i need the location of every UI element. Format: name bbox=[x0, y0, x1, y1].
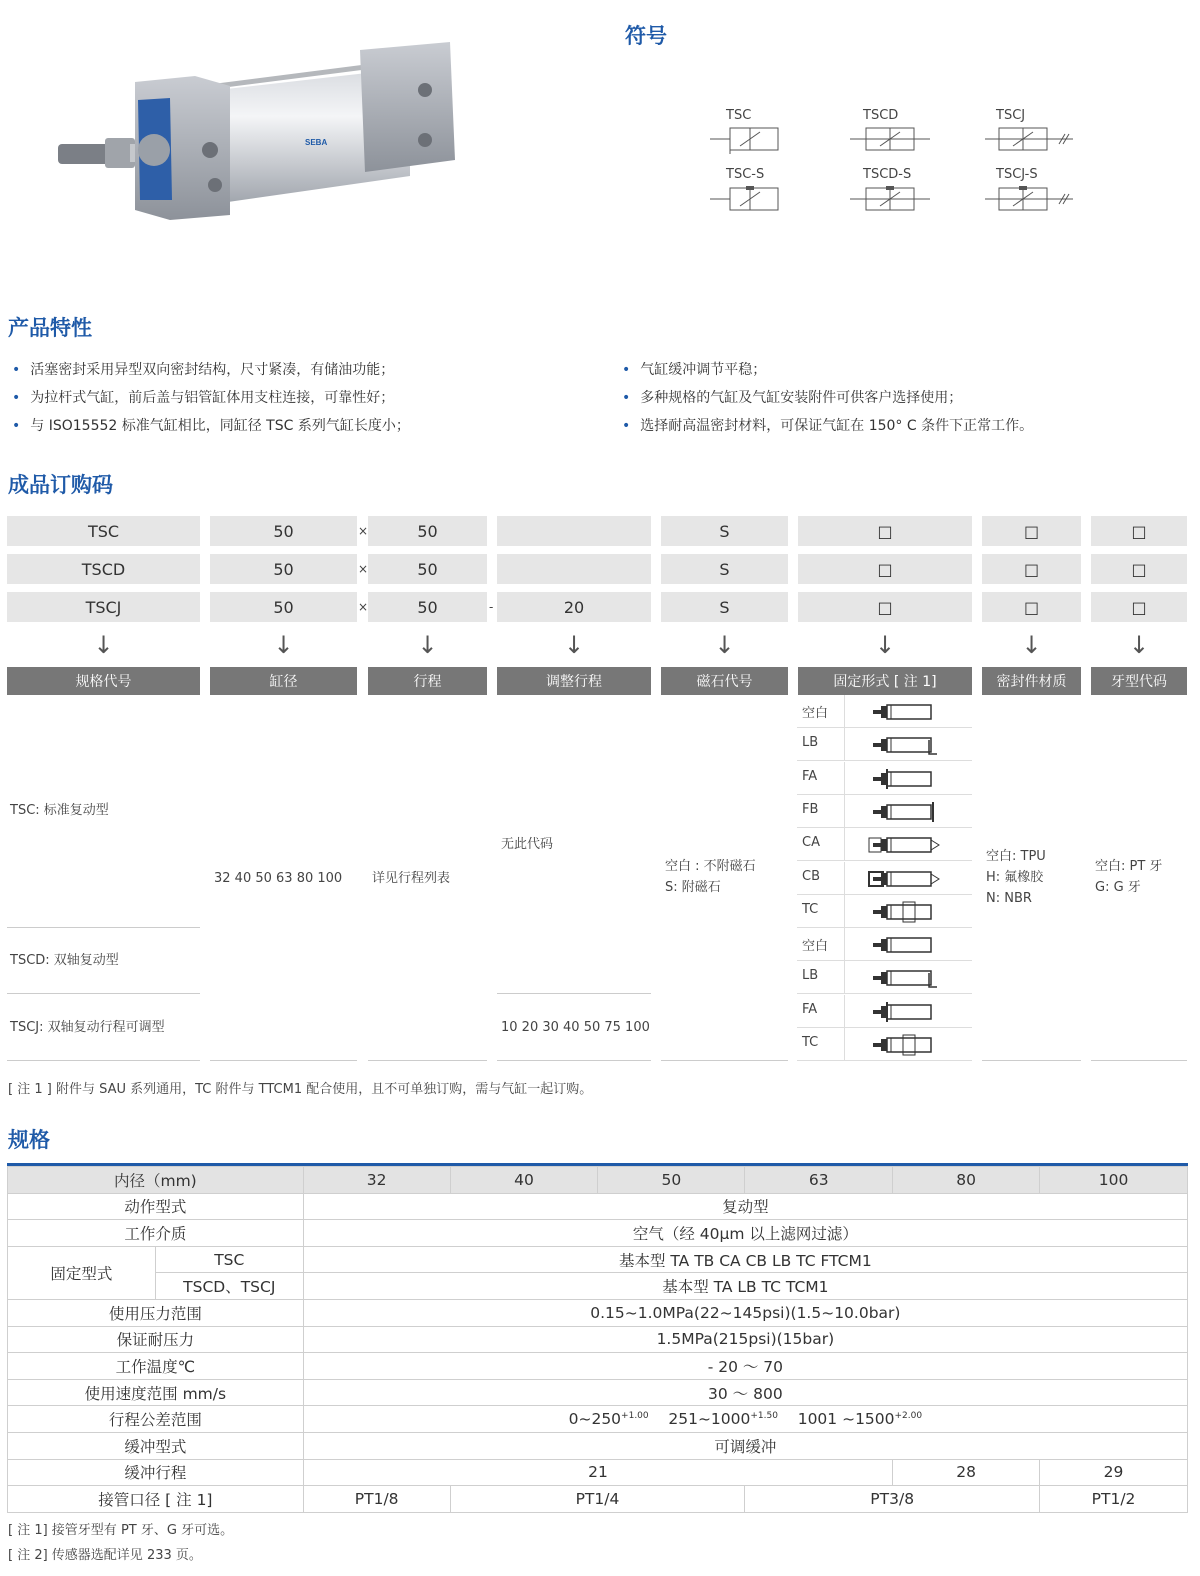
code-bore: 50 bbox=[210, 592, 357, 622]
model-desc-tscj: TSCJ: 双轴复动行程可调型 bbox=[10, 1020, 165, 1035]
spec-value: 复动型 bbox=[303, 1193, 1187, 1220]
spec-value: 空气（经 40μm 以上滤网过滤） bbox=[303, 1220, 1187, 1247]
mount-fa-icon bbox=[867, 999, 943, 1025]
header-bore: 缸径 bbox=[210, 667, 357, 695]
mount-ca-icon bbox=[867, 832, 943, 858]
code-magnet: S bbox=[661, 592, 788, 622]
feature-item: • 多种规格的气缸及气缸安装附件可供客户选择使用； bbox=[622, 390, 963, 406]
spec-value: 29 bbox=[1040, 1459, 1188, 1486]
spec-label: 缓冲型式 bbox=[8, 1432, 304, 1459]
divider bbox=[844, 862, 845, 895]
code-model: TSCD bbox=[7, 554, 200, 584]
symbol-tscd-icon bbox=[850, 124, 930, 154]
code-magnet: S bbox=[661, 516, 788, 546]
code-magnet: S bbox=[661, 554, 788, 584]
mount-row bbox=[797, 928, 972, 961]
code-seal: □ bbox=[982, 554, 1081, 584]
seal-desc-tpu: 空白: TPU bbox=[986, 849, 1046, 864]
header-adjust: 调整行程 bbox=[497, 667, 651, 695]
divider bbox=[7, 993, 200, 994]
down-arrow-icon: ↓ bbox=[563, 631, 585, 659]
table-row bbox=[8, 1379, 1188, 1406]
mount-fb-icon bbox=[867, 799, 943, 825]
feature-item: • 活塞密封采用异型双向密封结构，尺寸紧凑，有储油功能； bbox=[12, 362, 395, 378]
mount-label: CB bbox=[802, 868, 820, 884]
mount-row bbox=[797, 862, 972, 895]
symbol-label-tsc-s: TSC-S bbox=[726, 167, 765, 182]
spec-label: 接管口径 [ 注 1] bbox=[8, 1486, 304, 1513]
stroke-desc: 详见行程列表 bbox=[372, 871, 451, 886]
down-arrow-icon: ↓ bbox=[273, 631, 294, 659]
down-arrow-icon: ↓ bbox=[417, 631, 438, 659]
spec-value: 28 bbox=[893, 1459, 1040, 1486]
mount-row bbox=[797, 995, 972, 1028]
symbol-label-tscj: TSCJ bbox=[996, 108, 1026, 123]
spec-title: 规格 bbox=[8, 1128, 50, 1152]
mount-row bbox=[797, 895, 972, 928]
mount-label: FA bbox=[802, 1001, 818, 1017]
spec-value: PT1/2 bbox=[1040, 1486, 1188, 1513]
mount-basic-icon bbox=[867, 932, 943, 958]
symbols-grid bbox=[700, 108, 1100, 218]
symbol-label-tscd-s: TSCD-S bbox=[863, 167, 912, 182]
product-image bbox=[50, 40, 470, 240]
code-thread: □ bbox=[1091, 516, 1187, 546]
down-arrow-icon: ↓ bbox=[1021, 631, 1042, 659]
spec-label: 固定型式 bbox=[8, 1246, 156, 1299]
divider bbox=[844, 928, 845, 961]
divider bbox=[844, 828, 845, 861]
divider bbox=[7, 927, 200, 928]
features-title: 产品特性 bbox=[8, 316, 92, 340]
mount-fa-icon bbox=[867, 766, 943, 792]
divider bbox=[368, 1060, 487, 1061]
code-seal: □ bbox=[982, 516, 1081, 546]
spec-label: 使用压力范围 bbox=[8, 1299, 304, 1326]
feature-item: • 为拉杆式气缸，前后盖与铝管缸体用支柱连接，可靠性好； bbox=[12, 390, 395, 406]
divider bbox=[7, 1060, 200, 1061]
mount-row bbox=[797, 795, 972, 828]
spec-value: - 20 ～ 70 bbox=[303, 1353, 1187, 1380]
divider bbox=[661, 1060, 788, 1061]
table-row bbox=[8, 1326, 1188, 1353]
mount-label: TC bbox=[802, 901, 819, 917]
mount-tc-icon bbox=[867, 899, 943, 925]
code-x: × bbox=[358, 524, 369, 538]
header-seal: 密封件材质 bbox=[982, 667, 1081, 695]
table-row bbox=[8, 1246, 1188, 1273]
adjust-values: 10 20 30 40 50 75 100 bbox=[501, 1020, 650, 1035]
divider bbox=[210, 1060, 357, 1061]
down-arrow-icon: ↓ bbox=[93, 631, 114, 659]
mount-label: 空白 bbox=[802, 706, 829, 721]
divider bbox=[982, 1060, 1081, 1061]
mount-row bbox=[797, 1028, 972, 1061]
header-model: 规格代号 bbox=[7, 667, 200, 695]
table-row bbox=[8, 1459, 1188, 1486]
table-row bbox=[8, 1193, 1188, 1220]
thread-desc-pt: 空白: PT 牙 bbox=[1095, 859, 1163, 874]
spec-value: 可调缓冲 bbox=[303, 1432, 1187, 1459]
divider bbox=[844, 695, 845, 728]
symbol-label-tsc: TSC bbox=[726, 108, 752, 123]
code-thread: □ bbox=[1091, 592, 1187, 622]
code-seal: □ bbox=[982, 592, 1081, 622]
spec-sublabel: TSC bbox=[155, 1246, 303, 1273]
seal-desc-nbr: N: NBR bbox=[986, 891, 1032, 906]
code-stroke: 50 bbox=[368, 516, 487, 546]
code-bore: 50 bbox=[210, 554, 357, 584]
divider bbox=[844, 995, 845, 1028]
mount-row bbox=[797, 728, 972, 761]
divider bbox=[844, 728, 845, 761]
spec-bore-50: 50 bbox=[598, 1167, 745, 1194]
mount-label: CA bbox=[802, 835, 820, 851]
spec-value: 21 bbox=[303, 1459, 892, 1486]
spec-value: 30 ～ 800 bbox=[303, 1379, 1187, 1406]
spec-bore-63: 63 bbox=[745, 1167, 893, 1194]
divider bbox=[844, 895, 845, 928]
spec-label: 动作型式 bbox=[8, 1193, 304, 1220]
divider bbox=[844, 961, 845, 994]
divider bbox=[844, 1028, 845, 1061]
spec-table bbox=[7, 1166, 1188, 1513]
code-mount: □ bbox=[798, 516, 972, 546]
down-arrow-icon: ↓ bbox=[714, 631, 735, 659]
thread-desc-g: G: G 牙 bbox=[1095, 880, 1141, 895]
divider bbox=[497, 1060, 651, 1061]
model-desc-tsc: TSC: 标准复动型 bbox=[10, 803, 109, 818]
spec-label: 行程公差范围 bbox=[8, 1406, 304, 1433]
order-title: 成品订购码 bbox=[8, 473, 113, 497]
mount-label: TC bbox=[802, 1035, 819, 1050]
spec-label: 使用速度范围 mm/s bbox=[8, 1379, 304, 1406]
mount-basic-icon bbox=[867, 699, 943, 725]
mount-label: 空白 bbox=[802, 939, 829, 955]
spec-bore-100: 100 bbox=[1040, 1167, 1188, 1194]
code-model: TSCJ bbox=[7, 592, 200, 622]
table-row bbox=[8, 1167, 1188, 1194]
code-x: × bbox=[358, 562, 369, 576]
down-arrow-icon: ↓ bbox=[874, 631, 896, 659]
model-desc-tscd: TSCD: 双轴复动型 bbox=[10, 953, 119, 968]
header-magnet: 磁石代号 bbox=[661, 667, 788, 695]
table-row bbox=[8, 1220, 1188, 1247]
mount-label: LB bbox=[802, 968, 819, 984]
spec-value: 0.15~1.0MPa(22~145psi)(1.5~10.0bar) bbox=[303, 1299, 1187, 1326]
spec-value: 基本型 TA TB CA CB LB TC FTCM1 bbox=[303, 1246, 1187, 1273]
mount-row bbox=[797, 828, 972, 861]
order-note: [ 注 1 ] 附件与 SAU 系列通用，TC 附件与 TTCM1 配合使用，且不可单独订购，需与气缸一起订购。 bbox=[8, 1082, 593, 1097]
code-stroke: 50 bbox=[368, 554, 487, 584]
down-arrow-icon: ↓ bbox=[1128, 631, 1150, 659]
spec-value: PT1/8 bbox=[303, 1486, 450, 1513]
table-row bbox=[8, 1353, 1188, 1380]
mount-row bbox=[797, 961, 972, 994]
spec-value: PT3/8 bbox=[745, 1486, 1040, 1513]
code-adjust bbox=[497, 554, 651, 584]
spec-label: 缓冲行程 bbox=[8, 1459, 304, 1486]
mount-lb-icon bbox=[867, 732, 943, 758]
spec-value: 1.5MPa(215psi)(15bar) bbox=[303, 1326, 1187, 1353]
divider bbox=[1091, 1060, 1187, 1061]
code-adjust bbox=[497, 516, 651, 546]
mount-row bbox=[797, 762, 972, 795]
spec-label: 工作介质 bbox=[8, 1220, 304, 1247]
symbol-label-tscj-s: TSCJ-S bbox=[996, 167, 1038, 182]
adjust-none: 无此代码 bbox=[501, 837, 554, 852]
code-model: TSC bbox=[7, 516, 200, 546]
symbol-tsc-icon bbox=[710, 124, 790, 154]
spec-bore-label: 内径（mm) bbox=[8, 1167, 304, 1194]
code-stroke: 50 bbox=[368, 592, 487, 622]
table-row bbox=[8, 1273, 1188, 1300]
code-adjust: 20 bbox=[497, 592, 651, 622]
mount-label: LB bbox=[802, 735, 819, 751]
code-x: × bbox=[358, 600, 369, 614]
spec-bore-80: 80 bbox=[893, 1167, 1040, 1194]
symbol-tscj-s-icon bbox=[985, 184, 1075, 214]
header-thread: 牙型代码 bbox=[1091, 667, 1187, 695]
spec-label: 工作温度℃ bbox=[8, 1353, 304, 1380]
spec-bore-40: 40 bbox=[450, 1167, 598, 1194]
feature-item: • 与 ISO15552 标准气缸相比，同缸径 TSC 系列气缸长度小； bbox=[12, 418, 410, 434]
divider bbox=[844, 762, 845, 795]
bore-values: 32 40 50 63 80 100 bbox=[214, 871, 343, 886]
symbols-title: 符号 bbox=[625, 24, 667, 48]
brand-logo: SEBA bbox=[305, 138, 328, 147]
header-stroke: 行程 bbox=[368, 667, 487, 695]
mount-label: FB bbox=[802, 801, 819, 817]
mount-row bbox=[797, 695, 972, 728]
code-mount: □ bbox=[798, 592, 972, 622]
code-mount: □ bbox=[798, 554, 972, 584]
table-row bbox=[8, 1299, 1188, 1326]
header-mount: 固定形式 [ 注 1] bbox=[798, 667, 972, 695]
mount-lb-icon bbox=[867, 965, 943, 991]
mount-label: FA bbox=[802, 768, 818, 784]
spec-sublabel: TSCD、TSCJ bbox=[155, 1273, 303, 1300]
magnet-desc-s: S: 附磁石 bbox=[665, 880, 721, 895]
symbol-tscd-s-icon bbox=[850, 184, 930, 214]
symbol-tsc-s-icon bbox=[710, 184, 790, 214]
magnet-desc-blank: 空白 : 不附磁石 bbox=[665, 859, 756, 874]
spec-bore-32: 32 bbox=[303, 1167, 450, 1194]
divider bbox=[844, 795, 845, 828]
spec-value: PT1/4 bbox=[450, 1486, 745, 1513]
table-row bbox=[8, 1432, 1188, 1459]
divider bbox=[497, 993, 651, 994]
code-bore: 50 bbox=[210, 516, 357, 546]
feature-item: • 气缸缓冲调节平稳； bbox=[622, 362, 767, 378]
mount-tc-icon bbox=[867, 1032, 943, 1058]
mount-cb-icon bbox=[867, 866, 943, 892]
code-dash: - bbox=[489, 600, 494, 614]
code-thread: □ bbox=[1091, 554, 1187, 584]
spec-value: 基本型 TA LB TC TCM1 bbox=[303, 1273, 1187, 1300]
spec-note-1: [ 注 1] 接管牙型有 PT 牙、G 牙可选。 bbox=[8, 1523, 234, 1538]
spec-value: $0\sim 250^{+1.00}$ $251\sim 1000^{+1.50}$ 1001 $\sim 1500^{+2.00}$ bbox=[303, 1406, 1187, 1433]
symbol-label-tscd: TSCD bbox=[863, 108, 899, 123]
symbol-tscj-icon bbox=[985, 124, 1075, 154]
spec-note-2: [ 注 2] 传感器选配详见 233 页。 bbox=[8, 1548, 202, 1563]
spec-label: 保证耐压力 bbox=[8, 1326, 304, 1353]
table-row bbox=[8, 1406, 1188, 1433]
feature-item: • 选择耐高温密封材料，可保证气缸在 150° C 条件下正常工作。 bbox=[622, 418, 1034, 434]
seal-desc-fkm: H: 氟橡胶 bbox=[986, 870, 1044, 885]
table-row bbox=[8, 1486, 1188, 1513]
